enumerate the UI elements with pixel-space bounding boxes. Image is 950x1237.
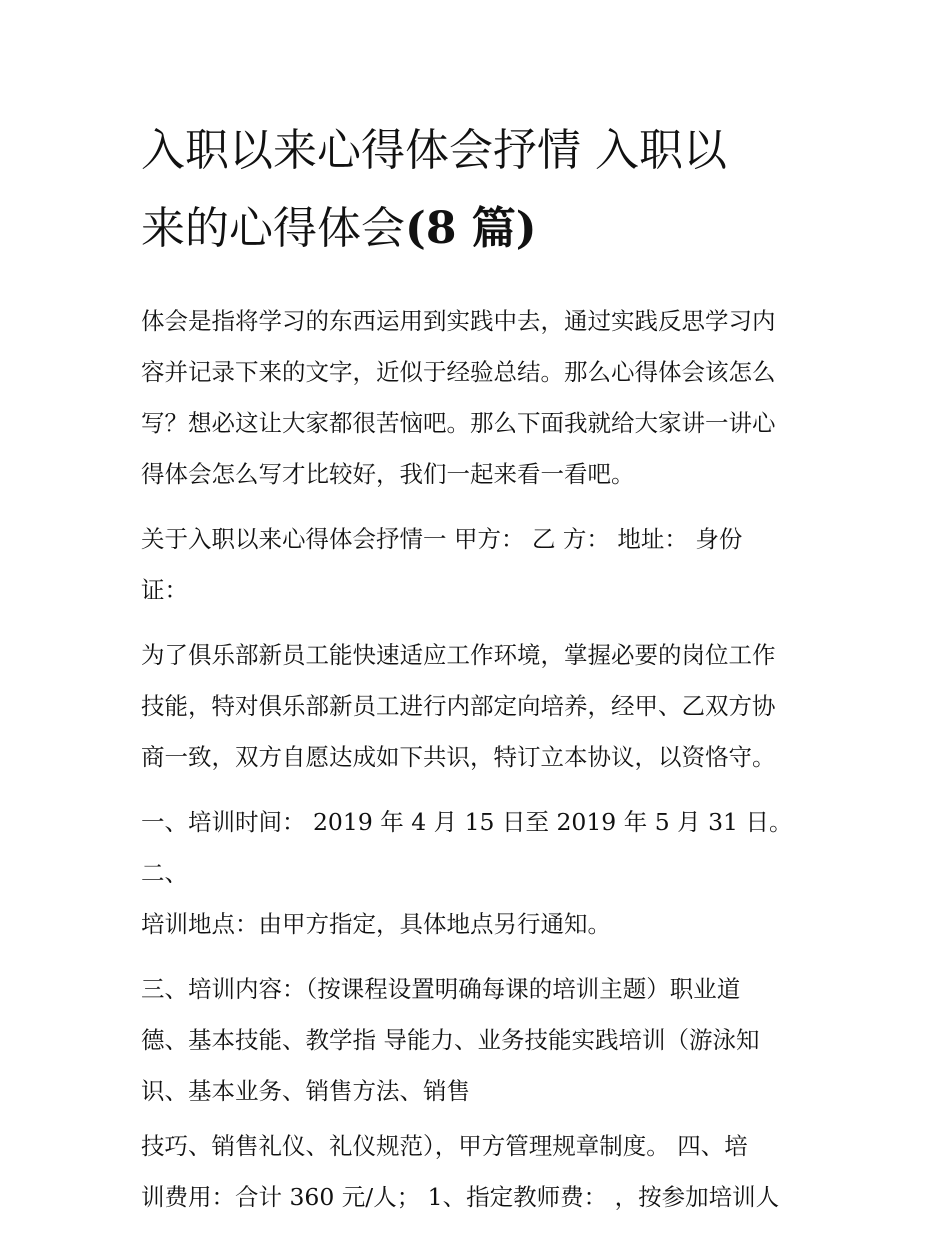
parties-paragraph: 关于入职以来心得体会抒情一 甲方： 乙 方： 地址： 身份 证： bbox=[141, 525, 743, 604]
title-line-1: 入职以来心得体会抒情 入职以 bbox=[141, 125, 727, 176]
document-body bbox=[141, 112, 831, 1237]
training-content-paragraph: 三、培训内容：（按课程设置明确每课的培训主题）职业道 德、基本技能、教学指 导能力、业务技能实践培训（游泳知 识、基本业务、销售方法、销售 bbox=[141, 975, 760, 1105]
title-line-2-count: (8 篇) bbox=[405, 203, 537, 254]
training-fee-paragraph: 技巧、销售礼仪、礼仪规范），甲方管理规章制度。 四、培 训费用：合计 360 元/人； 1、指定教师费： ，按参加培训人 bbox=[141, 1132, 780, 1211]
title-line-2-prefix: 来的心得体会 bbox=[141, 203, 405, 254]
agreement-purpose-paragraph: 为了俱乐部新员工能快速适应工作环境，掌握必要的岗位工作 技能，特对俱乐部新员工进行内部定向培养，经甲、乙双方协 商一致，双方自愿达成如下共识，特订立本协议，以资恪守。 bbox=[141, 641, 776, 771]
training-time-location-paragraph: 一、培训时间： 2019 年 4 月 15 日至 2019 年 5 月 31 日。 二、 培训地点：由甲方指定，具体地点另行通知。 bbox=[141, 808, 793, 938]
intro-paragraph: 体会是指将学习的东西运用到实践中去，通过实践反思学习内 容并记录下来的文字，近似于经验总结。那么心得体会该怎么 写？想必这让大家都很苦恼吧。那么下面我就给大家讲一讲心 得体会怎么写才比较好，我们一起来看一看吧。 bbox=[141, 307, 776, 488]
document-title bbox=[141, 112, 831, 268]
